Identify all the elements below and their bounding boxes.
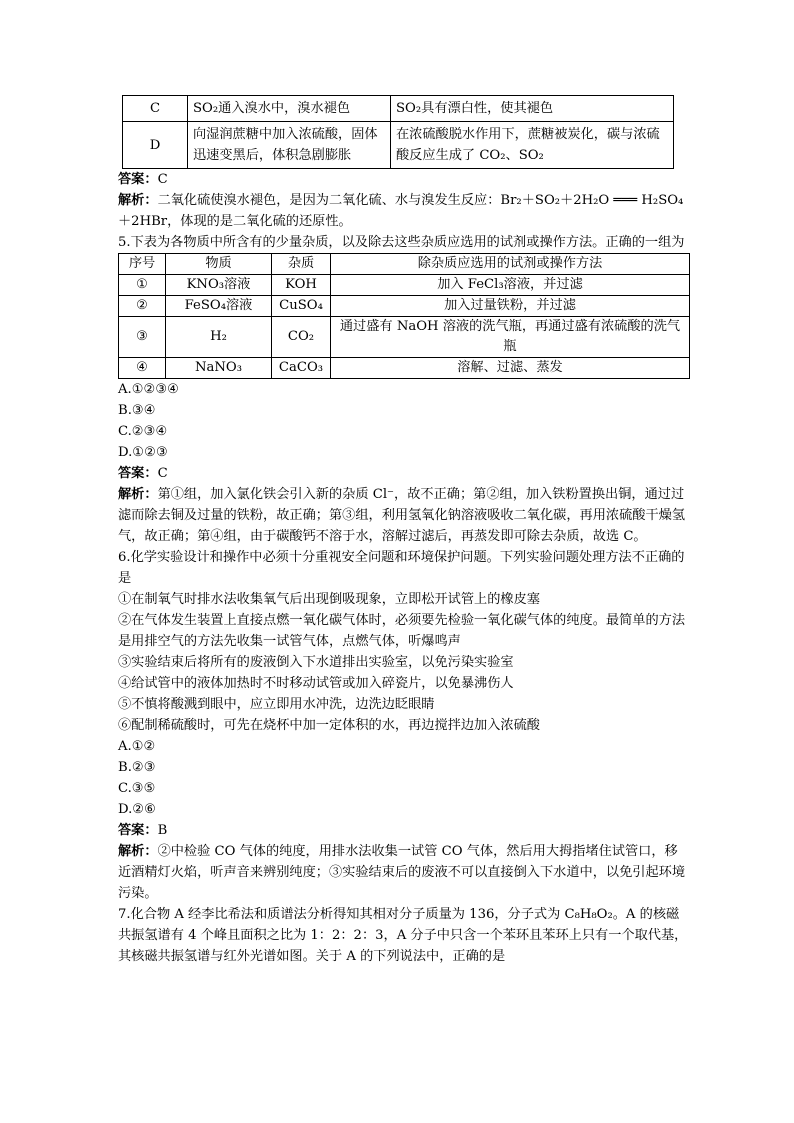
table-cell: KNO₃溶液 (166, 275, 272, 296)
answer-value: B (157, 823, 168, 838)
analysis-text: ②中检验 CO 气体的纯度，用排水法收集一试管 CO 气体，然后用大拇指堵住试管口，移近酒精灯火焰，听声音来辨别纯度；③实验结束后的废液不可以直接倒入下水道中，以免引起环境污染。 (118, 844, 686, 901)
analysis-label: 解析： (118, 193, 158, 208)
table-row (119, 275, 690, 296)
option-b: B.③④ (118, 403, 156, 418)
option-c: C.③⑤ (118, 781, 156, 796)
option-d: D.①②③ (118, 445, 168, 460)
answer-label: 答案： (118, 172, 158, 187)
document-page (118, 95, 690, 967)
impurity-table (118, 253, 690, 379)
analysis-paragraph (118, 190, 690, 232)
statement-item: ②在气体发生装置上直接点燃一氧化碳气体时，必须要先检验一氧化碳气体的纯度。最简单的方法是用排空气的方法先收集一试管气体，点燃气体，听爆鸣声 (118, 613, 686, 649)
table-header: 除杂质应选用的试剂或操作方法 (331, 254, 690, 275)
answer-value: C (157, 172, 168, 187)
table-row (119, 358, 690, 379)
analysis-text: 二氧化硫使溴水褪色，是因为二氧化硫、水与溴发生反应：Br₂＋SO₂＋2H₂O ═══ H₂SO₄＋2HBr，体现的是二氧化硫的还原性。 (118, 193, 684, 229)
table-cell: 加入过量铁粉，并过滤 (331, 296, 690, 317)
answer-label: 答案： (118, 466, 158, 481)
table-header: 杂质 (272, 254, 331, 275)
statement-item: ③实验结束后将所有的废液倒入下水道排出实验室，以免污染实验室 (118, 655, 514, 670)
table-row (119, 317, 690, 358)
option-d: D.②⑥ (118, 802, 156, 817)
table-cell: ③ (119, 317, 166, 358)
table-cell: SO₂具有漂白性，使其褪色 (391, 96, 674, 122)
answer-label: 答案： (118, 823, 158, 838)
table-row (119, 296, 690, 317)
table-cell: CaCO₃ (272, 358, 331, 379)
analysis-paragraph (118, 484, 690, 547)
option-c: C.②③④ (118, 424, 168, 439)
table-cell: ② (119, 296, 166, 317)
table-cell: CuSO₄ (272, 296, 331, 317)
table-cell: CO₂ (272, 317, 331, 358)
table-cell: H₂ (166, 317, 272, 358)
question-stem: 5.下表为各物质中所含有的少量杂质，以及除去这些杂质应选用的试剂或操作方法。正确的一组为 (118, 235, 685, 250)
analysis-text: 第①组，加入氯化铁会引入新的杂质 Cl⁻，故不正确；第②组，加入铁粉置换出铜，通过过滤而除去铜及过量的铁粉，故正确；第③组，利用氢氧化钠溶液吸收二氧化碳，再用浓硫酸干燥氢气，故正确；第④组，由于碳酸钙不溶于水，溶解过滤后，再蒸发即可除去杂质，故选 C。 (118, 487, 686, 544)
table-header-row (119, 254, 690, 275)
table-cell: 通过盛有 NaOH 溶液的洗气瓶，再通过盛有浓硫酸的洗气瓶 (331, 317, 690, 358)
table-cell: KOH (272, 275, 331, 296)
table-cell: SO₂通入溴水中，溴水褪色 (188, 96, 391, 122)
table-cell: 加入 FeCl₃溶液，并过滤 (331, 275, 690, 296)
table-row (123, 122, 674, 169)
analysis-paragraph (118, 841, 690, 904)
answer-line (118, 169, 690, 190)
statement-item: ①在制氧气时排水法收集氧气后出现倒吸现象，立即松开试管上的橡皮塞 (118, 592, 540, 607)
table-header: 物质 (166, 254, 272, 275)
table-cell: ④ (119, 358, 166, 379)
table-cell: C (123, 96, 188, 122)
table-cell: D (123, 122, 188, 169)
option-a: A.①②③④ (118, 382, 180, 397)
statement-item: ⑤不慎将酸溅到眼中，应立即用水冲洗，边洗边眨眼睛 (118, 697, 435, 712)
option-b: B.②③ (118, 760, 156, 775)
answer-value: C (157, 466, 168, 481)
option-a: A.①② (118, 739, 156, 754)
options-table (122, 95, 674, 169)
analysis-label: 解析： (118, 844, 158, 859)
table-header: 序号 (119, 254, 166, 275)
table-cell: FeSO₄溶液 (166, 296, 272, 317)
table-cell: NaNO₃ (166, 358, 272, 379)
table-cell: ① (119, 275, 166, 296)
statement-item: ⑥配制稀硫酸时，可先在烧杯中加一定体积的水，再边搅拌边加入浓硫酸 (118, 718, 540, 733)
analysis-label: 解析： (118, 487, 158, 502)
table-cell: 在浓硫酸脱水作用下，蔗糖被炭化，碳与浓硫酸反应生成了 CO₂、SO₂ (391, 122, 674, 169)
table-row (123, 96, 674, 122)
statement-item: ④给试管中的液体加热时不时移动试管或加入碎瓷片，以免暴沸伤人 (118, 676, 514, 691)
table-cell: 向湿润蔗糖中加入浓硫酸，固体迅速变黑后，体积急剧膨胀 (188, 122, 391, 169)
answer-line (118, 820, 690, 841)
question-stem: 6.化学实验设计和操作中必须十分重视安全问题和环境保护问题。下列实验问题处理方法不正确的是 (118, 550, 685, 586)
question-stem: 7.化合物 A 经李比希法和质谱法分析得知其相对分子质量为 136，分子式为 C₈H₈O₂。A 的核磁共振氢谱有 4 个峰且面积之比为 1：2：2：3，A 分子中只含一个苯环且苯环上只有一个取代基，其核磁共振氢谱与红外光谱如图。关于 A 的下列说法中，正确的是 (118, 907, 688, 964)
table-cell: 溶解、过滤、蒸发 (331, 358, 690, 379)
answer-line (118, 463, 690, 484)
